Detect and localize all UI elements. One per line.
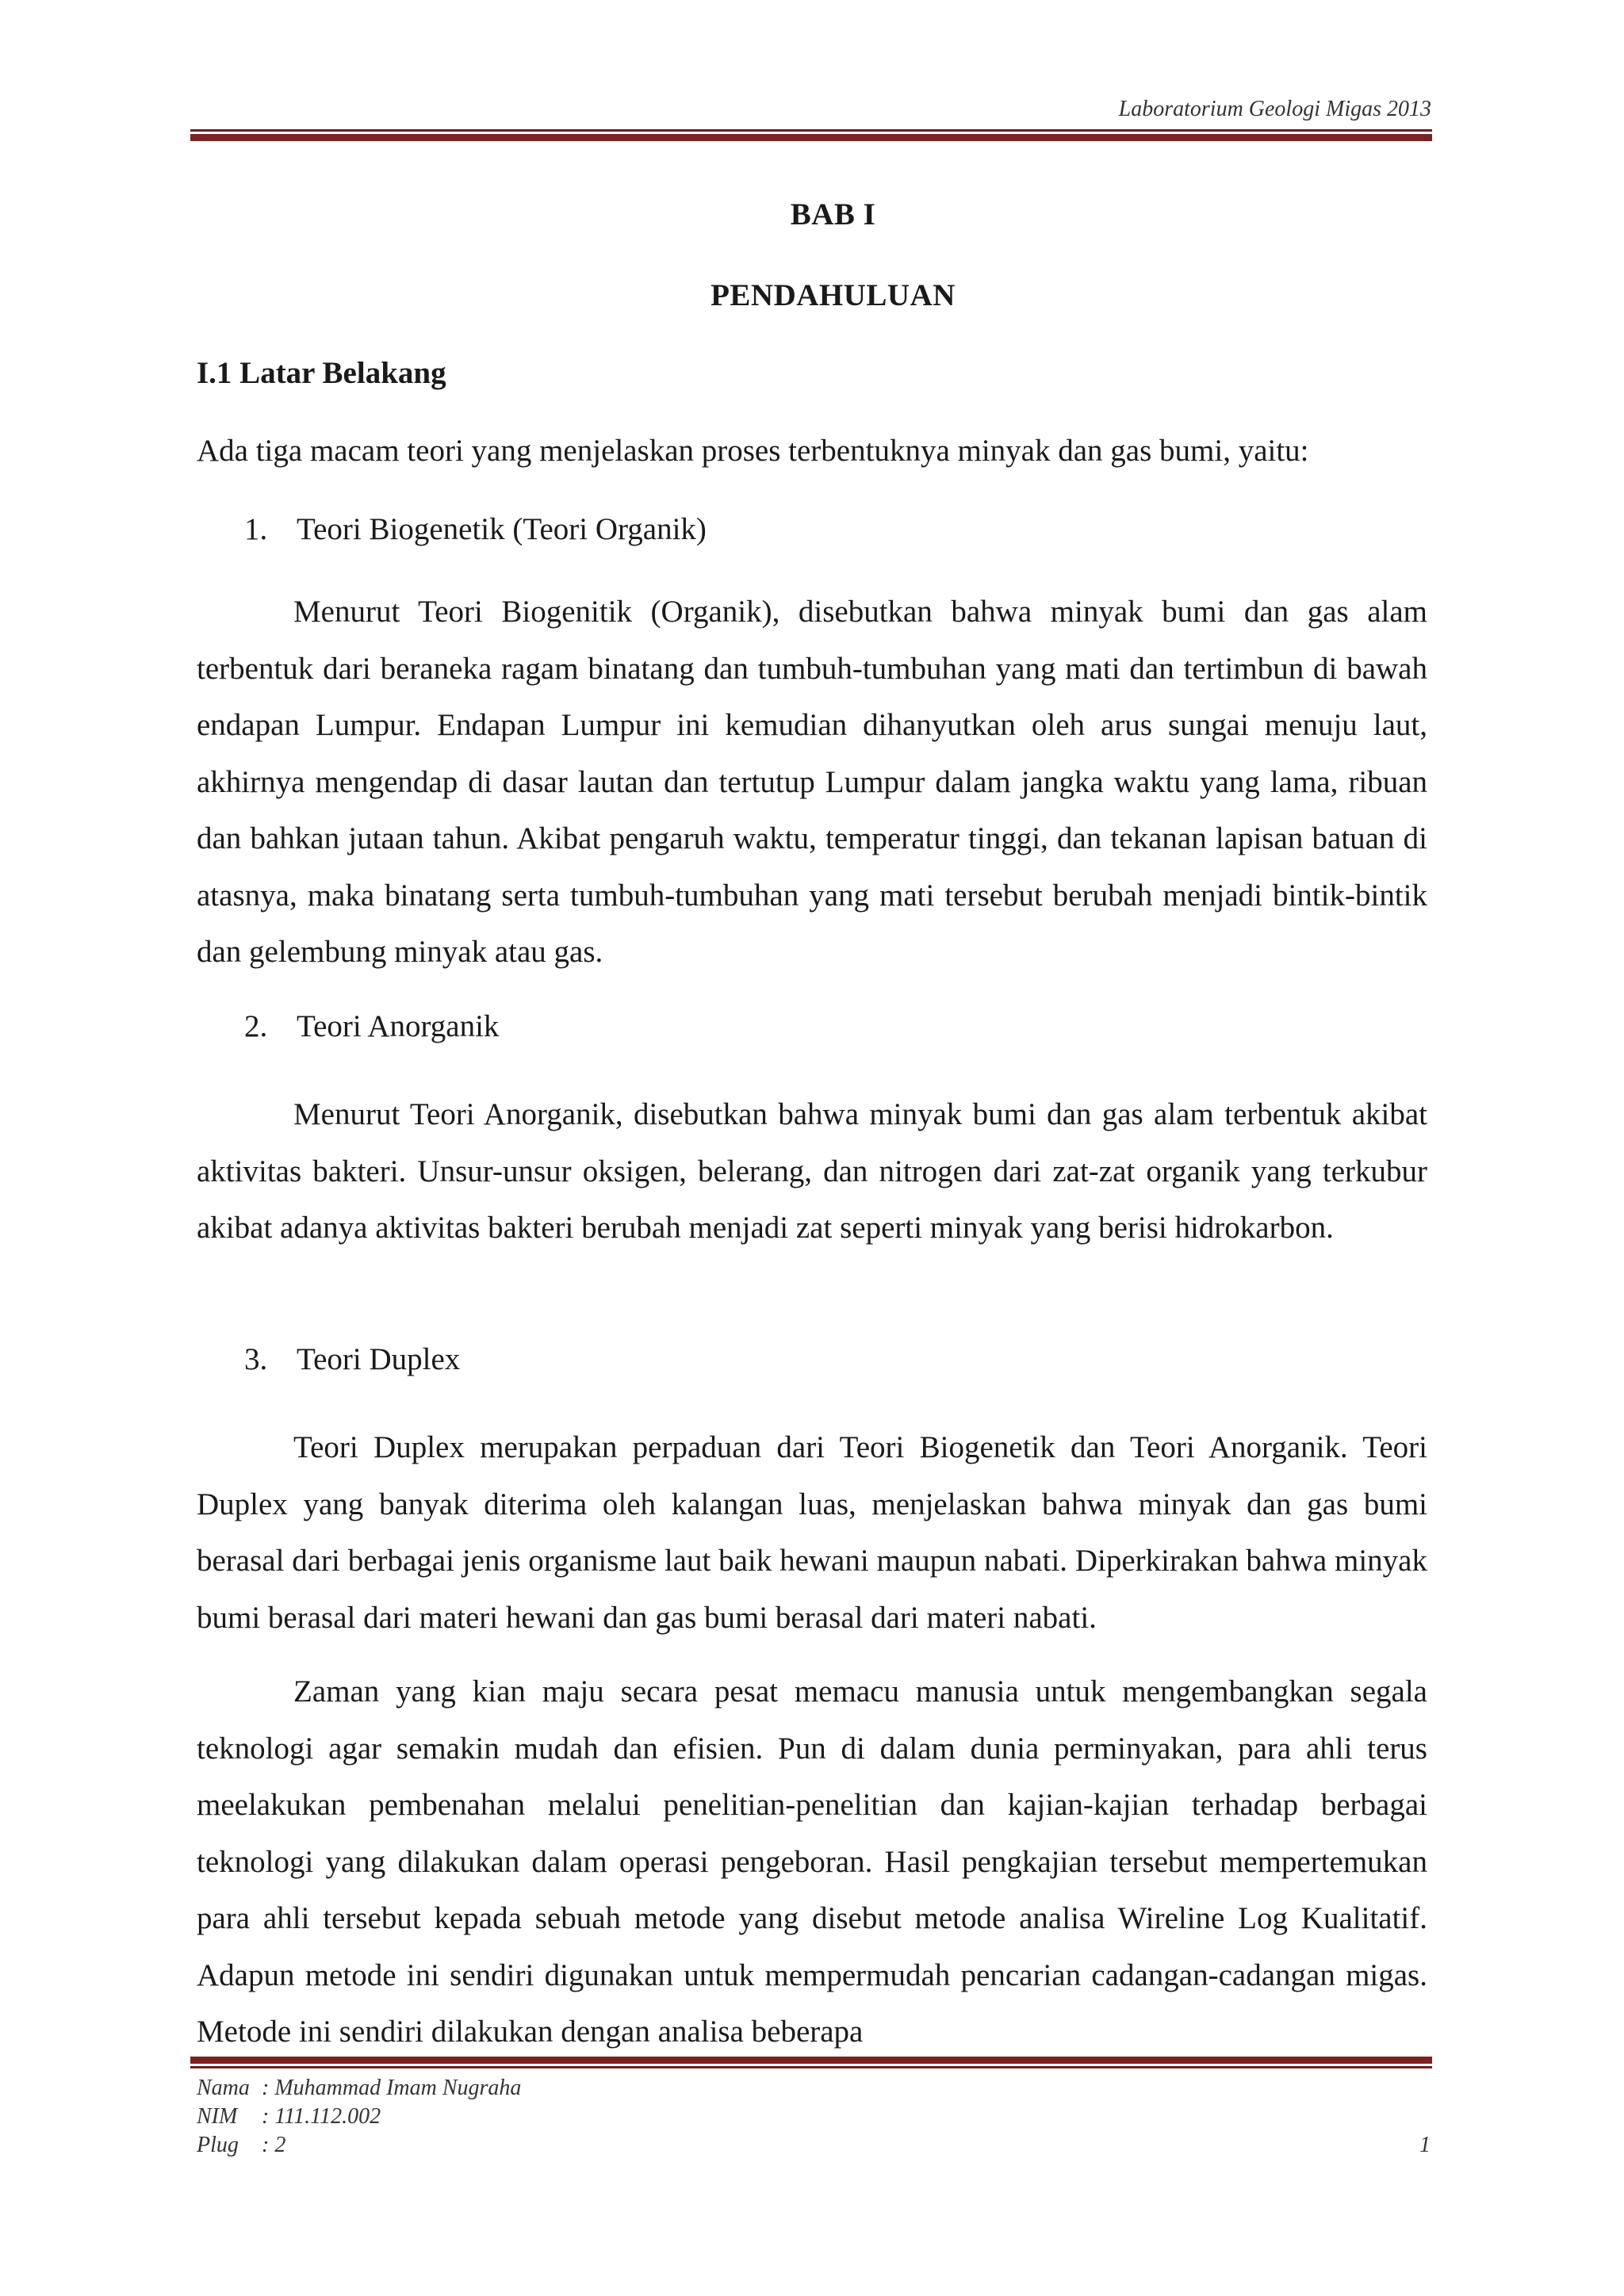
list-label: Teori Biogenetik (Teori Organik) — [297, 512, 707, 546]
footer-rule-thin — [190, 2066, 1432, 2068]
list-number: 2. — [244, 1009, 268, 1043]
intro-text: Ada tiga macam teori yang menjelaskan proses terbentuknya minyak dan gas bumi, yaitu: — [197, 434, 1309, 468]
footer-plug — [197, 2133, 285, 2158]
list-item-3 — [244, 1341, 460, 1377]
list-label: Teori Duplex — [297, 1342, 461, 1376]
section-heading: I.1 Latar Belakang — [197, 356, 446, 390]
chapter-title: PENDAHULUAN — [710, 278, 956, 312]
paragraph-duplex — [197, 1419, 1427, 1646]
footer-name-value: : Muhammad Imam Nugraha — [262, 2076, 522, 2100]
footer-plug-value: : 2 — [262, 2133, 286, 2157]
paragraph-text: Zaman yang kian maju secara pesat memacu manusia untuk mengembangkan segala teknologi agar semakin mudah dan efisien. Pun di dalam dunia perminyakan, para ahli terus meelakukan pembenahan melalui penelitian-penelitian dan kajian-kajian terhadap berbagai teknologi yang dilakukan dalam operasi pengeboran. Hasil pengkajian tersebut mempertemukan para ahli tersebut kepada sebuah metode yang disebut metode analisa Wireline Log Kualitatif. Adapun metode ini sendiri digunakan untuk mempermudah pencarian cadangan-cadangan migas. Metode ini sendiri dilakukan dengan analisa beberapa — [197, 1674, 1427, 2049]
list-label: Teori Anorganik — [297, 1009, 500, 1043]
chapter-label: BAB I — [790, 197, 876, 232]
page-number: 1 — [1419, 2133, 1431, 2157]
paragraph-text: Menurut Teori Biogenitik (Organik), disebutkan bahwa minyak bumi dan gas alam terbentuk dari beraneka ragam binatang dan tumbuh-tumbuhan yang mati dan tertimbun di bawah endapan Lumpur. Endapan Lumpur ini kemudian dihanyutkan oleh arus sungai menuju laut, akhirnya mengendap di dasar lautan dan tertutup Lumpur dalam jangka waktu yang lama, ribuan dan bahkan jutaan tahun. Akibat pengaruh waktu, temperatur tinggi, dan tekanan lapisan batuan di atasnya, maka binatang serta tumbuh-tumbuhan yang mati tersebut berubah menjadi bintik-bintik dan gelembung minyak atau gas. — [197, 595, 1427, 969]
paragraph-anorganik — [197, 1086, 1427, 1257]
header-rule-thick — [190, 134, 1432, 141]
footer-name — [197, 2076, 521, 2101]
paragraph-text: Menurut Teori Anorganik, disebutkan bahwa minyak bumi dan gas alam terbentuk akibat aktivitas bakteri. Unsur-unsur oksigen, belerang, dan nitrogen dari zat-zat organik yang terkubur akibat adanya aktivitas bakteri berubah menjadi zat seperti minyak yang berisi hidrokarbon. — [197, 1097, 1427, 1245]
footer-nim-value: : 111.112.002 — [262, 2104, 381, 2129]
footer-nim — [197, 2104, 381, 2130]
header-rule-thin — [190, 129, 1432, 132]
list-number: 3. — [244, 1342, 268, 1376]
paragraph-closing — [197, 1663, 1427, 2061]
list-number: 1. — [244, 512, 268, 546]
footer-rule-thick — [190, 2057, 1432, 2064]
running-header: Laboratorium Geologi Migas 2013 — [1118, 97, 1431, 121]
list-item-1 — [244, 511, 707, 547]
footer-plug-label: Plug — [197, 2133, 239, 2157]
footer-nim-label: NIM — [197, 2104, 238, 2129]
list-item-2 — [244, 1008, 499, 1044]
paragraph-text: Teori Duplex merupakan perpaduan dari Teori Biogenetik dan Teori Anorganik. Teori Duplex yang banyak diterima oleh kalangan luas, menjelaskan bahwa minyak dan gas bumi berasal dari berbagai jenis organisme laut baik hewani maupun nabati. Diperkirakan bahwa minyak bumi berasal dari materi hewani dan gas bumi berasal dari materi nabati. — [197, 1430, 1427, 1635]
footer-name-label: Nama — [197, 2076, 250, 2100]
paragraph-biogenetik — [197, 584, 1427, 981]
